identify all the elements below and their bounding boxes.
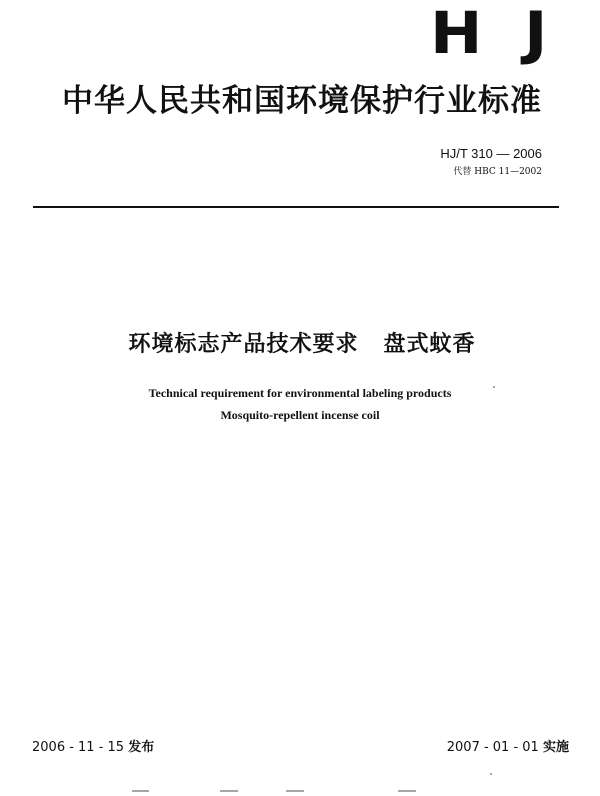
scan-speck	[493, 386, 495, 388]
effective-date: 2007 - 01 - 01	[446, 740, 539, 755]
organization-title: 中华人民共和国环境保护行业标准	[62, 83, 542, 119]
scan-speck	[490, 773, 492, 775]
issue-label: 发布	[128, 740, 155, 755]
header-divider	[33, 206, 559, 208]
effective-date-line	[447, 739, 569, 757]
issue-date-line	[32, 739, 154, 757]
english-title-line-1: Technical requirement for environmental labeling products	[148, 386, 452, 400]
document-title-part-1: 环境标志产品技术要求	[128, 332, 359, 357]
standard-code: HJ/T 310 — 2006	[440, 146, 542, 161]
effective-label: 实施	[542, 740, 569, 755]
document-title	[28, 330, 576, 360]
logo-letter-j: J	[524, 0, 548, 67]
scan-artifact	[398, 790, 416, 792]
logo-letter-h: H	[430, 0, 483, 67]
issue-date: 2006 - 11 - 15	[32, 740, 125, 755]
scan-artifact	[132, 790, 149, 792]
hj-logo	[430, 0, 548, 67]
document-title-part-2: 盘式蚊香	[383, 332, 476, 357]
scan-artifact	[220, 790, 238, 792]
replaces-code: 代替 HBC 11—2002	[453, 167, 542, 177]
english-title-line-2: Mosquito-repellent incense coil	[220, 408, 380, 422]
scan-artifact	[286, 790, 304, 792]
